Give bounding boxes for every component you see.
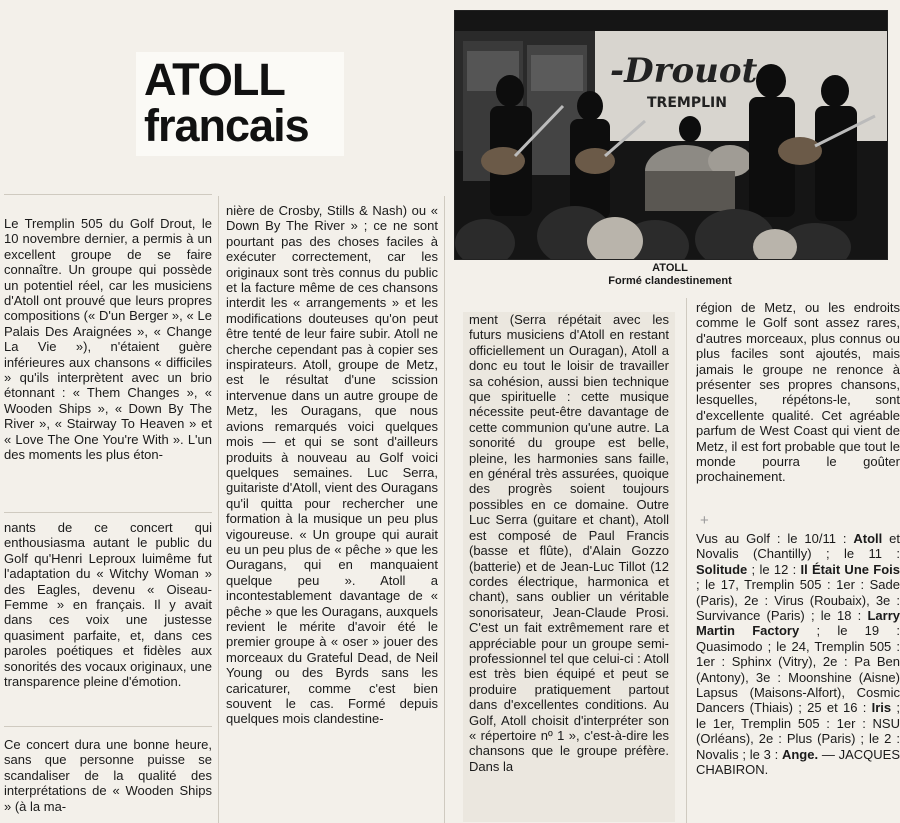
listing-band-name: Solitude (696, 561, 748, 577)
listing-band-name: Ange. (781, 746, 819, 762)
photo-caption (454, 262, 886, 288)
caption-line-2: Formé clandestinement (608, 275, 732, 287)
column-divider (686, 298, 687, 823)
column-divider (444, 196, 445, 823)
listing-text: ; le 17, Tremplin 505 : 1er : Sade (Paris), 2e : Virus (Roubaix), 3e : Survivance (Paris) ; le 18 : (696, 577, 900, 624)
section-separator-plus: + (700, 512, 709, 529)
article-column-1-part-3 (4, 737, 212, 821)
listing-text: ; le 1er, Tremplin 505 : 1er : NSU (Orléans), 2e : Plus (Paris) ; le 2 : Novalis ; le 3 : (696, 700, 900, 762)
listing-text: ; le 12 : (747, 561, 801, 577)
band-photo-illustration (455, 11, 887, 259)
photo-sign-text: -Drouot (610, 51, 758, 91)
headline-line-1: ATOLL (144, 54, 285, 105)
band-photo (454, 10, 888, 260)
article-paragraph: nière de Crosby, Stills & Nash) ou « Down By The River » ; ce ne sont pourtant pas des choses faciles à exécuter correctement, car les originaux sont très connus du public et la facture même de ces chansons interdit les « arrangements » et les modifications douteuses qu'on peut être tenté de leur faire subir. Atoll ne cherche cependant pas à copier ses inspirateurs. Atoll, groupe de Metz, est le résultat d'une scission intervenue dans un autre groupe de Metz, les Ouragans, que nous avions remarqués voici quelques mois — et qui se sont d'ailleurs produits à nouveau au Golf voici quelques semaines. Luc Serra, guitariste d'Atoll, vient des Ouragans qu'il quitta pour rechercher une formation à la musique un peu plus vigoureuse. « Un groupe qui aurait eu un peu plus de « pêche » que les Ouragans, qui en manquaient quelque peu ». Atoll a incontestablement davantage de « pêche » que les Ouragans, auxquels revient le mérite d'avoir été le premier groupe à « oser » jouer des morceaux du Grateful Dead, de Neil Young ou des Byrds sans les caricaturer, comme c'est bien souvent le cas. Formé depuis quelques mois clandestine- (226, 203, 438, 727)
article-column-1-part-1 (4, 216, 212, 508)
listing-band-name: Atoll (853, 531, 883, 546)
headline-block (136, 52, 344, 156)
listing-text: Vus au Golf : le 10/11 : (696, 531, 854, 546)
caption-line-1: ATOLL (652, 262, 688, 274)
article-paragraph: Ce concert dura une bonne heure, sans que personne puisse se scandaliser de la qualité des interprétations de « Wooden Ships » (à la ma- (4, 737, 212, 814)
column-divider (218, 196, 219, 823)
article-column-1-part-2 (4, 520, 212, 712)
listing-band-name: Iris (871, 700, 892, 716)
article-paragraph: région de Metz, ou les endroits comme le Golf sont assez rares, d'autres morceaux, plus connus ou plus faciles sont ajoutés, mais jamais le groupe ne renonce à présenter ses propres chansons, lesquelles, répétons-le, sont d'excellente qualité. Cet agréable parfum de West Coast qui vient de Metz, il est fort probable que tout le monde pourra le goûter prochainement. (696, 300, 900, 485)
listing-text: — JACQUES CHABIRON. (696, 746, 900, 778)
concert-listing-text (696, 531, 900, 778)
article-paragraph: Le Tremplin 505 du Golf Drout, le 10 novembre dernier, a permis à un excellent groupe de se faire connaître. Un groupe qui possède un potentiel réel, car les musiciens d'Atoll ont prouvé que leurs propres compositions (« D'un Berger », « Le Palais Des Araignées », « Change La Vie »), n'étaient guère inférieures aux chansons « difficiles » qu'ils interprètent avec un brio étonnant : « Them Changes », « Wooden Ships », « Down By The River », « Stairway To Heaven » et « Love The One You're With ». L'un des moments les plus éton- (4, 216, 212, 463)
column-rule (4, 726, 212, 727)
column-rule (4, 512, 212, 513)
listing-text: et Novalis (Chantilly) ; le 11 : (696, 531, 900, 562)
article-column-4-part-1 (696, 300, 900, 508)
listing-band-name: Il Était Une Fois (800, 561, 900, 577)
listing-band-name: Larry Martin Factory (696, 608, 900, 639)
listing-text: ; le 19 : Quasimodo ; le 24, Tremplin 505 : 1er : Sphinx (Vitry), 2e : Pa Ben (Antony), 3e : Moonshine (Aisne) Lapsus (Maisons-Alfort), Cosmic Dancers (Thiais) ; 25 et 16 : (696, 623, 900, 716)
article-paragraph: nants de ce concert qui enthousiasma autant le public du Golf qu'Henri Leproux luimême fut l'adaptation du « Witchy Woman » des Eagles, devenu « Oiseau-Femme » en français. Il y avait dans ces voix une justesse quasiment parfaite, et, dans ces paroles poétiques et fidèles aux sonorités des vocaux originaux, une transparence pleine d'émotion. (4, 520, 212, 690)
column-rule (4, 194, 212, 195)
photo-sign-subtext: TREMPLIN (647, 95, 727, 111)
article-column-3 (463, 312, 675, 822)
article-column-2 (226, 203, 438, 821)
headline-line-2: francais (144, 100, 309, 151)
concert-listing (696, 531, 900, 823)
article-paragraph: ment (Serra répétait avec les futurs musiciens d'Atoll en restant officiellement un Ouragan), Atoll a donc eu tout le loisir de travailler sa cohésion, aussi bien technique que spirituelle : cette musique nécessite peut-être davantage de cette communion qu'une autre. La sonorité du groupe est belle, pleine, les harmonies sans faille, en général très assurées, quoique des progrès soient toujours possibles en ce domaine. Outre Luc Serra (guitare et chant), Atoll est composé de Paul Francis (basse et flûte), d'Alain Gozzo (batterie) et de Jean-Luc Tillot (12 cordes électrique, harmonica et chant), sans oublier un véritable sonorisateur, Jean-Claude Prosi. C'est un fait extrêmement rare et appréciable pour un groupe semi-professionnel tel que celui-ci : Atoll est très bien équipé et peut se produire pratiquement partout dans d'excellentes conditions. Au Golf, Atoll choisit d'interpréter son « répertoire nº 1 », c'est-à-dire les chansons que le groupe préfère. Dans la (469, 312, 669, 774)
